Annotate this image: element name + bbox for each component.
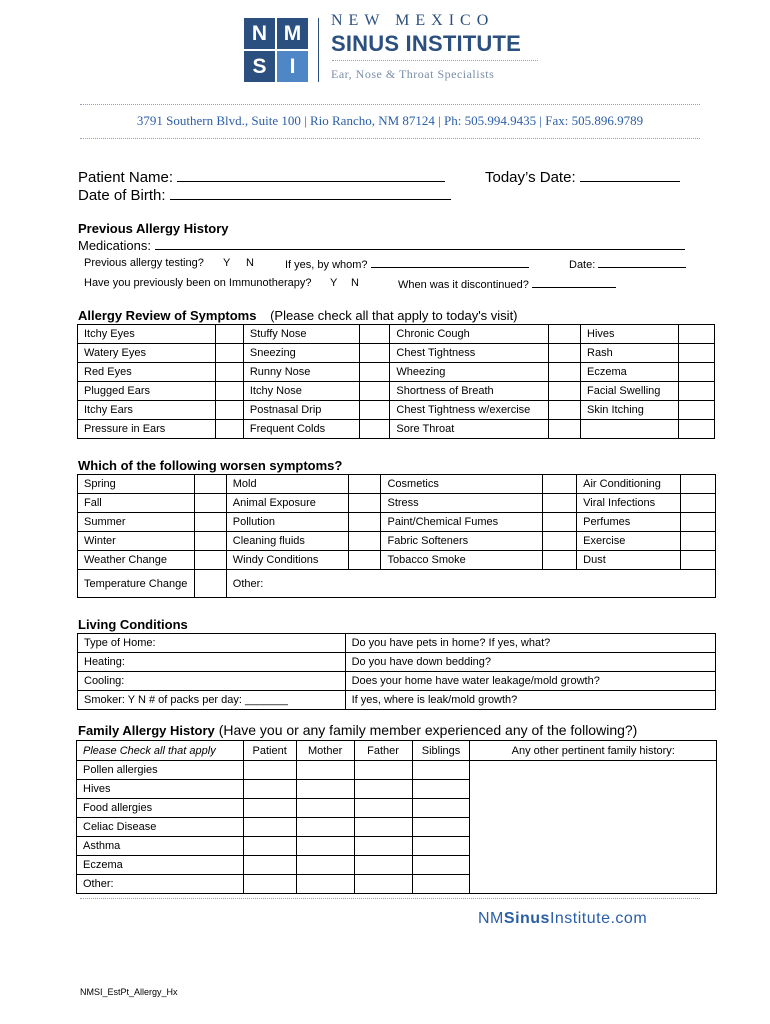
worsen-title: Which of the following worsen symptoms?: [78, 458, 343, 473]
symptom-checkbox[interactable]: [679, 382, 715, 401]
worsen-cell-label: Tobacco Smoke: [381, 551, 543, 570]
living-field[interactable]: Do you have down bedding?: [345, 653, 715, 672]
worsen-checkbox[interactable]: [348, 494, 381, 513]
worsen-checkbox[interactable]: [681, 475, 716, 494]
family-checkbox[interactable]: [243, 761, 296, 780]
symptom-checkbox[interactable]: [215, 363, 243, 382]
family-checkbox[interactable]: [354, 837, 412, 856]
worsen-cell-label: Stress: [381, 494, 543, 513]
worsen-cell-label: Fall: [78, 494, 195, 513]
family-condition-label: Pollen allergies: [77, 761, 244, 780]
logo-letter-i: I: [277, 51, 308, 82]
symptom-checkbox[interactable]: [360, 382, 390, 401]
family-checkbox[interactable]: [354, 875, 412, 894]
symptom-label: Hives: [581, 325, 679, 344]
family-table: [76, 740, 717, 894]
family-checkbox[interactable]: [296, 799, 354, 818]
symptom-row: [78, 401, 715, 420]
family-checkbox[interactable]: [412, 856, 470, 875]
worsen-checkbox[interactable]: [681, 513, 716, 532]
discontinued-field[interactable]: [532, 277, 616, 288]
testing-no[interactable]: N: [246, 257, 254, 269]
todays-date-label: Today’s Date:: [485, 169, 576, 186]
symptom-row: [78, 344, 715, 363]
medications-field[interactable]: [155, 238, 685, 250]
worsen-row: [78, 532, 716, 551]
brand-name: SINUS INSTITUTE: [331, 31, 522, 56]
worsen-other-label: Other:: [232, 577, 264, 590]
symptom-label: Runny Nose: [243, 363, 360, 382]
family-subtitle: (Have you or any family member experienced any of the following?): [218, 722, 638, 738]
family-col-siblings: Siblings: [412, 741, 470, 761]
symptom-label: [581, 420, 679, 439]
worsen-checkbox[interactable]: [348, 513, 381, 532]
living-field[interactable]: Smoker: Y N # of packs per day: _______: [78, 691, 346, 710]
symptom-checkbox[interactable]: [549, 344, 581, 363]
worsen-cell-label: Windy Conditions: [226, 551, 348, 570]
symptom-row: [78, 363, 715, 382]
family-checkbox[interactable]: [354, 761, 412, 780]
worsen-row: [78, 513, 716, 532]
symptoms-table: [77, 324, 715, 439]
clinic-address: 3791 Southern Blvd., Suite 100 | Rio Rancho, NM 87124 | Ph: 505.994.9435 | Fax: 505.896.9789: [136, 113, 644, 128]
website-url[interactable]: NMSinusInstitute.com: [478, 910, 648, 927]
symptom-label: Chest Tightness: [390, 344, 549, 363]
symptom-checkbox[interactable]: [679, 344, 715, 363]
symptom-checkbox[interactable]: [215, 344, 243, 363]
symptom-label: Watery Eyes: [78, 344, 216, 363]
living-field[interactable]: Type of Home:: [78, 634, 346, 653]
symptom-label: Pressure in Ears: [78, 420, 216, 439]
worsen-table: [77, 474, 716, 598]
family-checkbox[interactable]: [243, 799, 296, 818]
symptom-label: Wheezing: [390, 363, 549, 382]
medications-label: Medications:: [78, 238, 151, 253]
family-heading: [78, 722, 637, 738]
worsen-other-field[interactable]: [226, 570, 715, 598]
discontinued-row: [398, 277, 616, 291]
worsen-cell-label: Weather Change: [78, 551, 195, 570]
patient-name-row: [78, 167, 445, 186]
worsen-cell-label: Temperature Change: [78, 570, 195, 598]
brand-tagline: Ear, Nose & Throat Specialists: [331, 67, 495, 81]
worsen-checkbox[interactable]: [681, 532, 716, 551]
family-checkbox[interactable]: [296, 761, 354, 780]
symptom-row: [78, 382, 715, 401]
family-checkbox[interactable]: [412, 799, 470, 818]
worsen-checkbox[interactable]: [348, 532, 381, 551]
symptom-row: [78, 420, 715, 439]
worsen-cell-label: Viral Infections: [577, 494, 681, 513]
symptom-checkbox[interactable]: [549, 382, 581, 401]
symptom-checkbox[interactable]: [215, 382, 243, 401]
worsen-row: [78, 551, 716, 570]
family-checkbox[interactable]: [354, 780, 412, 799]
family-checkbox[interactable]: [412, 837, 470, 856]
immuno-yes[interactable]: Y: [330, 277, 338, 289]
todays-date-field[interactable]: [580, 167, 680, 182]
family-checkbox[interactable]: [354, 856, 412, 875]
by-whom-row: [285, 257, 529, 271]
worsen-checkbox[interactable]: [194, 532, 226, 551]
worsen-checkbox[interactable]: [543, 494, 577, 513]
worsen-checkbox[interactable]: [194, 494, 226, 513]
logo-letter-n: N: [244, 18, 275, 49]
family-checkbox[interactable]: [243, 856, 296, 875]
family-checkbox[interactable]: [243, 818, 296, 837]
worsen-checkbox[interactable]: [348, 475, 381, 494]
family-row: [77, 761, 717, 780]
footer-divider: [80, 898, 700, 899]
worsen-checkbox[interactable]: [543, 532, 577, 551]
family-checkbox[interactable]: [243, 837, 296, 856]
worsen-cell-label: Cleaning fluids: [226, 532, 348, 551]
symptom-checkbox[interactable]: [360, 420, 390, 439]
logo-letter-s: S: [244, 51, 275, 82]
worsen-cell-label: Cosmetics: [381, 475, 543, 494]
testing-yes[interactable]: Y: [223, 257, 231, 269]
living-table: [77, 633, 716, 710]
symptom-label: Shortness of Breath: [390, 382, 549, 401]
immuno-no[interactable]: N: [351, 277, 359, 289]
symptom-label: Itchy Eyes: [78, 325, 216, 344]
symptoms-heading: [78, 308, 518, 323]
symptom-checkbox[interactable]: [679, 420, 715, 439]
symptom-checkbox[interactable]: [215, 325, 243, 344]
worsen-checkbox[interactable]: [194, 570, 226, 598]
worsen-cell-label: Exercise: [577, 532, 681, 551]
family-checkbox[interactable]: [243, 780, 296, 799]
living-field[interactable]: Do you have pets in home? If yes, what?: [345, 634, 715, 653]
living-field[interactable]: Does your home have water leakage/mold growth?: [345, 672, 715, 691]
symptom-label: Stuffy Nose: [243, 325, 360, 344]
family-condition-label: Celiac Disease: [77, 818, 244, 837]
symptom-checkbox[interactable]: [549, 363, 581, 382]
living-field[interactable]: Cooling:: [78, 672, 346, 691]
symptom-label: Itchy Nose: [243, 382, 360, 401]
symptom-checkbox[interactable]: [360, 344, 390, 363]
testing-date-label: Date:: [569, 259, 596, 271]
symptom-label: Chronic Cough: [390, 325, 549, 344]
family-checkbox[interactable]: [296, 780, 354, 799]
worsen-checkbox[interactable]: [194, 551, 226, 570]
medications-row: [78, 238, 685, 253]
testing-label: Previous allergy testing?: [84, 257, 204, 269]
family-col-mother: Mother: [296, 741, 354, 761]
logo: [244, 18, 308, 82]
family-checkbox[interactable]: [296, 875, 354, 894]
immuno-label: Have you previously been on Immunotherapy?: [84, 277, 312, 289]
symptom-checkbox[interactable]: [549, 420, 581, 439]
family-checkbox[interactable]: [412, 875, 470, 894]
symptom-checkbox[interactable]: [215, 401, 243, 420]
family-title: Family Allergy History: [78, 723, 215, 738]
header-divider-top: [80, 104, 700, 105]
brand-top-text: NEW MEXICO: [331, 12, 495, 29]
symptom-checkbox[interactable]: [360, 363, 390, 382]
family-check-label: Please Check all that apply: [77, 741, 244, 761]
worsen-checkbox[interactable]: [681, 494, 716, 513]
worsen-cell-label: Animal Exposure: [226, 494, 348, 513]
symptom-row: [78, 325, 715, 344]
symptom-label: Red Eyes: [78, 363, 216, 382]
symptom-checkbox[interactable]: [360, 325, 390, 344]
family-condition-label: Hives: [77, 780, 244, 799]
dob-field[interactable]: [170, 185, 451, 200]
worsen-checkbox[interactable]: [348, 551, 381, 570]
symptom-label: Eczema: [581, 363, 679, 382]
dob-row: [78, 185, 451, 204]
symptom-label: Facial Swelling: [581, 382, 679, 401]
family-checkbox[interactable]: [412, 780, 470, 799]
symptom-label: Sore Throat: [390, 420, 549, 439]
worsen-cell-label: Perfumes: [577, 513, 681, 532]
living-row: [78, 691, 716, 710]
header-divider-bottom: [80, 138, 700, 139]
worsen-row: [78, 475, 716, 494]
symptom-label: Sneezing: [243, 344, 360, 363]
form-code: NMSI_EstPt_Allergy_Hx: [80, 987, 178, 997]
family-other-history-label: Any other pertinent family history:: [470, 741, 717, 761]
symptom-checkbox[interactable]: [215, 420, 243, 439]
symptom-label: Itchy Ears: [78, 401, 216, 420]
worsen-cell-label: Mold: [226, 475, 348, 494]
family-checkbox[interactable]: [354, 818, 412, 837]
prev-history-title: Previous Allergy History: [78, 221, 229, 236]
living-row: [78, 653, 716, 672]
family-other-history-field[interactable]: [470, 761, 717, 894]
worsen-checkbox[interactable]: [194, 475, 226, 494]
family-condition-label: Asthma: [77, 837, 244, 856]
symptom-label: Skin Itching: [581, 401, 679, 420]
living-row: [78, 672, 716, 691]
worsen-checkbox[interactable]: [194, 513, 226, 532]
family-condition-label: Other:: [77, 875, 244, 894]
worsen-checkbox[interactable]: [543, 551, 577, 570]
symptom-label: Frequent Colds: [243, 420, 360, 439]
family-checkbox[interactable]: [296, 837, 354, 856]
worsen-row: [78, 494, 716, 513]
worsen-checkbox[interactable]: [543, 475, 577, 494]
family-checkbox[interactable]: [412, 761, 470, 780]
patient-name-field[interactable]: [177, 167, 445, 182]
family-col-father: Father: [354, 741, 412, 761]
family-checkbox[interactable]: [243, 875, 296, 894]
worsen-cell-label: Paint/Chemical Fumes: [381, 513, 543, 532]
logo-divider: [318, 18, 319, 82]
dob-label: Date of Birth:: [78, 187, 166, 204]
worsen-cell-label: Spring: [78, 475, 195, 494]
family-checkbox[interactable]: [354, 799, 412, 818]
family-checkbox[interactable]: [412, 818, 470, 837]
worsen-cell-label: Air Conditioning: [577, 475, 681, 494]
family-condition-label: Eczema: [77, 856, 244, 875]
symptom-checkbox[interactable]: [549, 325, 581, 344]
family-condition-label: Food allergies: [77, 799, 244, 818]
worsen-cell-label: Pollution: [226, 513, 348, 532]
testing-date-row: [569, 257, 686, 271]
by-whom-field[interactable]: [371, 257, 529, 268]
symptom-checkbox[interactable]: [679, 401, 715, 420]
symptom-label: Plugged Ears: [78, 382, 216, 401]
worsen-checkbox[interactable]: [681, 551, 716, 570]
worsen-cell-label: Fabric Softeners: [381, 532, 543, 551]
patient-name-label: Patient Name:: [78, 169, 174, 186]
worsen-cell-label: Summer: [78, 513, 195, 532]
symptom-label: Postnasal Drip: [243, 401, 360, 420]
discontinued-label: When was it discontinued?: [398, 279, 529, 291]
living-row: [78, 634, 716, 653]
family-checkbox[interactable]: [296, 856, 354, 875]
symptoms-subtitle: (Please check all that apply to today's visit): [270, 308, 518, 323]
living-field[interactable]: Heating:: [78, 653, 346, 672]
symptoms-title: Allergy Review of Symptoms: [78, 308, 257, 323]
family-checkbox[interactable]: [296, 818, 354, 837]
symptom-label: Chest Tightness w/exercise: [390, 401, 549, 420]
symptom-checkbox[interactable]: [679, 325, 715, 344]
brand-divider: [332, 60, 538, 61]
todays-date-row: [485, 167, 680, 186]
symptom-checkbox[interactable]: [549, 401, 581, 420]
logo-letter-m: M: [277, 18, 308, 49]
testing-date-field[interactable]: [598, 257, 686, 268]
worsen-checkbox[interactable]: [543, 513, 577, 532]
worsen-cell-label: Winter: [78, 532, 195, 551]
living-title: Living Conditions: [78, 617, 188, 632]
worsen-cell-label: Dust: [577, 551, 681, 570]
living-field[interactable]: If yes, where is leak/mold growth?: [345, 691, 715, 710]
symptom-checkbox[interactable]: [360, 401, 390, 420]
symptom-checkbox[interactable]: [679, 363, 715, 382]
by-whom-label: If yes, by whom?: [285, 259, 368, 271]
family-col-patient: Patient: [243, 741, 296, 761]
symptom-label: Rash: [581, 344, 679, 363]
